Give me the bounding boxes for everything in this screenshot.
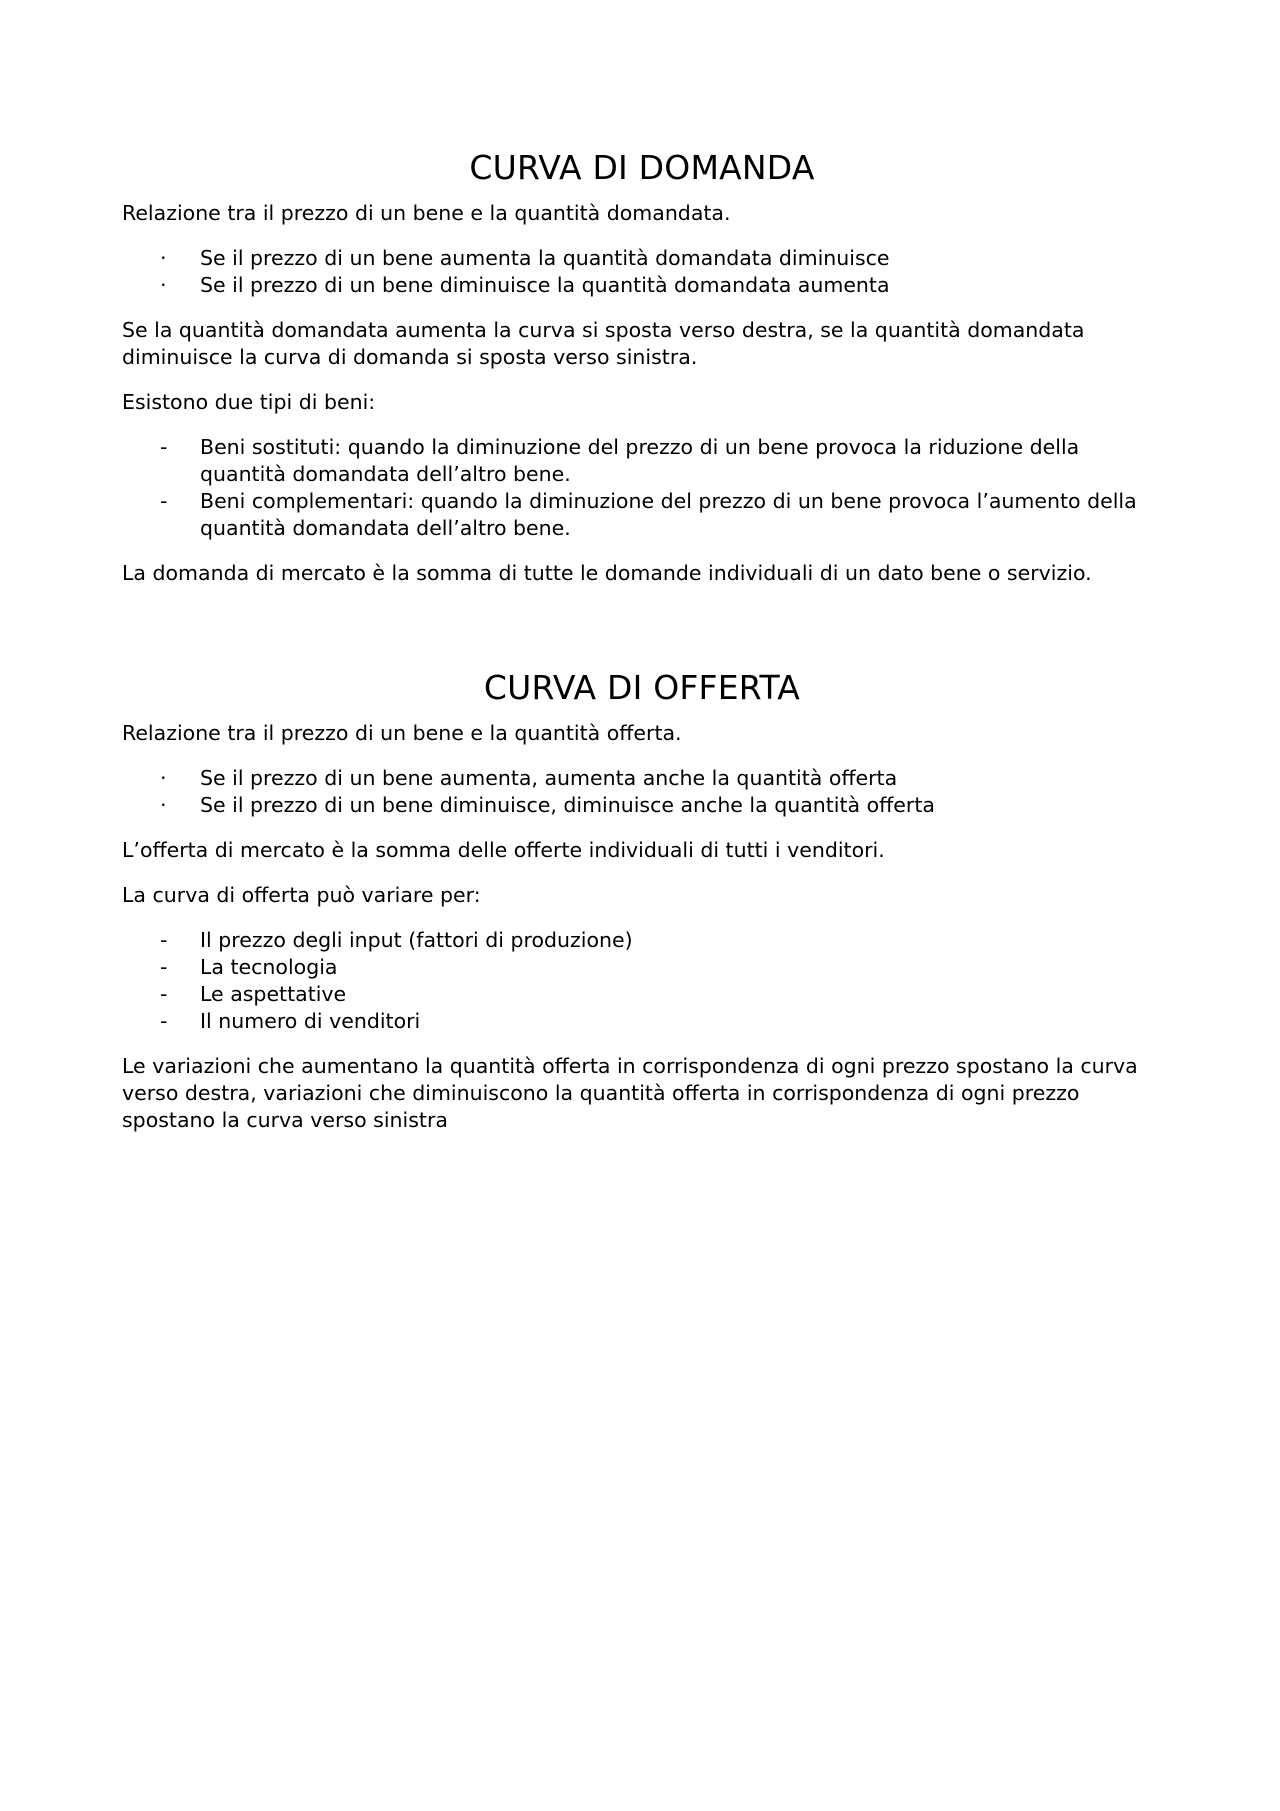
- supply-intro: Relazione tra il prezzo di un bene e la quantità offerta.: [122, 721, 682, 745]
- list-item: [122, 792, 1162, 819]
- list-item-text: Beni sostituti: quando la diminuzione del prezzo di un bene provoca la riduzione della quantità domandata dell’altro bene.: [200, 435, 1080, 486]
- list-item-text: Il numero di venditori: [200, 1009, 421, 1033]
- supply-bullet-list: [122, 765, 1162, 819]
- list-item: [122, 981, 1162, 1008]
- document-page: [122, 148, 1162, 1134]
- list-item-text: Se il prezzo di un bene aumenta, aumenta anche la quantità offerta: [200, 766, 898, 790]
- dash-marker: -: [160, 928, 168, 952]
- demand-title: CURVA DI DOMANDA: [469, 148, 815, 187]
- supply-factors-list: [122, 927, 1162, 1035]
- dash-marker: -: [160, 1009, 168, 1033]
- demand-goods-intro: Esistono due tipi di beni:: [122, 390, 376, 414]
- dash-marker: -: [160, 435, 168, 459]
- list-item-text: Le aspettative: [200, 982, 347, 1006]
- bullet-marker: ·: [160, 766, 167, 790]
- list-item: [122, 245, 1162, 272]
- bullet-marker: ·: [160, 246, 167, 270]
- demand-market-text: La domanda di mercato è la somma di tutte le domande individuali di un dato bene o servizio.: [122, 561, 1092, 585]
- list-item-text: Se il prezzo di un bene aumenta la quantità domandata diminuisce: [200, 246, 890, 270]
- bullet-marker: ·: [160, 273, 167, 297]
- list-item: [122, 954, 1162, 981]
- list-item-text: La tecnologia: [200, 955, 338, 979]
- list-item-text: Il prezzo degli input (fattori di produzione): [200, 928, 633, 952]
- list-item-text: Se il prezzo di un bene diminuisce, diminuisce anche la quantità offerta: [200, 793, 935, 817]
- supply-market-text: L’offerta di mercato è la somma delle offerte individuali di tutti i venditori.: [122, 838, 885, 862]
- demand-bullet-list: [122, 245, 1162, 299]
- list-item: [122, 765, 1162, 792]
- list-item: [122, 927, 1162, 954]
- dash-marker: -: [160, 489, 168, 513]
- list-item: [122, 1008, 1162, 1035]
- list-item: [122, 434, 1162, 488]
- supply-section: [122, 668, 1162, 1134]
- bullet-marker: ·: [160, 793, 167, 817]
- list-item: [122, 272, 1162, 299]
- list-item-text: Se il prezzo di un bene diminuisce la quantità domandata aumenta: [200, 273, 890, 297]
- demand-goods-list: [122, 434, 1162, 542]
- supply-title: CURVA DI OFFERTA: [483, 668, 801, 707]
- list-item: [122, 488, 1162, 542]
- list-item-text: Beni complementari: quando la diminuzione del prezzo di un bene provoca l’aumento della quantità domandata dell’altro bene.: [200, 489, 1137, 540]
- dash-marker: -: [160, 955, 168, 979]
- dash-marker: -: [160, 982, 168, 1006]
- demand-shift-text: Se la quantità domandata aumenta la curva si sposta verso destra, se la quantità domandata diminuisce la curva di domanda si sposta verso sinistra.: [122, 318, 1085, 369]
- demand-section: [122, 148, 1162, 587]
- supply-factors-intro: La curva di offerta può variare per:: [122, 883, 481, 907]
- supply-shift-text: Le variazioni che aumentano la quantità offerta in corrispondenza di ogni prezzo spostano la curva verso destra, variazioni che diminuiscono la quantità offerta in corrispondenza di ogni prezzo spostano la curva verso sinistra: [122, 1054, 1138, 1132]
- demand-intro: Relazione tra il prezzo di un bene e la quantità domandata.: [122, 201, 731, 225]
